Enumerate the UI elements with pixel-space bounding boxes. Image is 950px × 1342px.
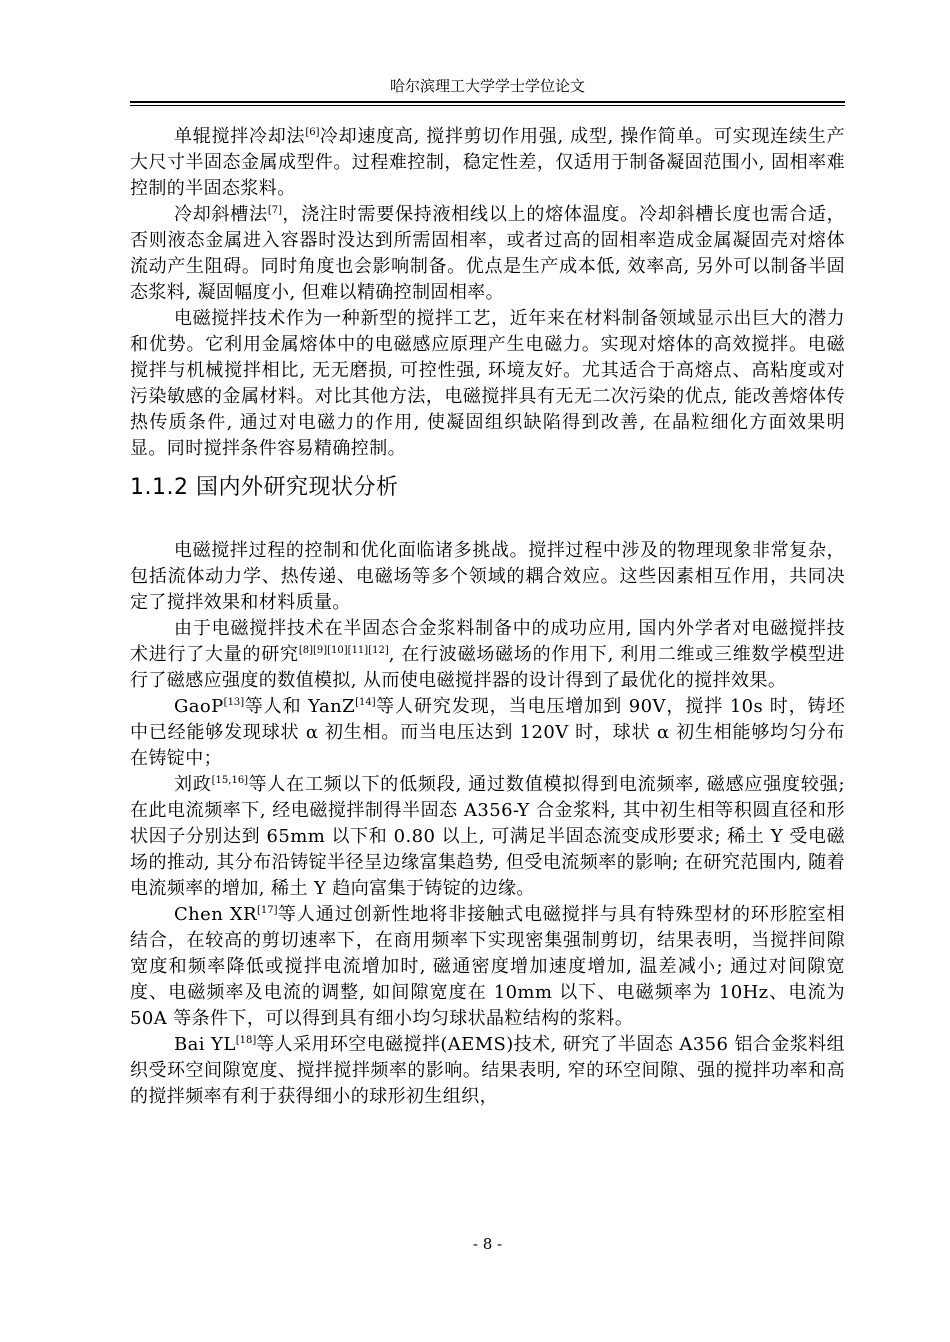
paragraph-text: Bai YL (174, 1034, 236, 1055)
paragraph-electromagnetic (130, 306, 845, 462)
citation: [15,16] (211, 775, 249, 786)
paragraph-text: ，浇注时需要保持液相线以上的熔体温度。冷却斜槽长度也需合适，否则液态金属进入容器时没达到所需固相率，或者过高的固相率造成金属凝固壳对熔体流动产生阻碍。同时角度也会影响制备。优点是生产成本低, 效率高, 另外可以制备半固态浆料, 凝固幅度小, 但难以精确控制固相率。 (130, 204, 846, 303)
paragraph-challenges (130, 538, 845, 616)
citation: [14] (355, 697, 376, 708)
paragraph-single-roll (130, 124, 845, 202)
citation: [18] (235, 1035, 257, 1046)
paragraph-text: 等人在工频以下的低频段, 通过数值模拟得到电流频率, 磁感应强度较强; 在此电流频率下, 经电磁搅拌制得半固态 A356-Y 合金浆料, 其中初生相等积圆直径和形状因子分别达到 65mm 以下和 0.80 以上, 可满足半固态流变成形要求; 稀土 Y 受电磁场的推动, 其分布沿铸锭半径呈边缘富集趋势, 但受电流频率的影响; 在研究范围内, 随着电流频率的增加, 稀土 Y 趋向富集于铸锭的边缘。 (130, 774, 845, 899)
paragraph-text: 由于电磁搅拌技术在半固态合金浆料制备中的成功应用, 国内外学者对电磁搅拌技术进行了大量的研究 (130, 618, 845, 665)
citation: [13] (223, 697, 245, 708)
paragraph-chen-xr (130, 902, 845, 1032)
page-number: - 8 - (472, 1235, 503, 1253)
citation: [17] (257, 905, 278, 916)
paragraph-text: , 在行波磁场磁场的作用下, 利用二维或三维数学模型进行了磁感应强度的数值模拟, 从而使电磁搅拌器的设计得到了最优化的搅拌效果。 (130, 644, 845, 691)
paragraph-text: 电磁搅拌过程的控制和优化面临诸多挑战。搅拌过程中涉及的物理现象非常复杂，包括流体动力学、热传递、电磁场等多个领域的耦合效应。这些因素相互作用，共同决定了搅拌效果和材料质量。 (130, 540, 845, 613)
page-body (130, 124, 845, 1110)
citation: [8][9][10][11][12] (298, 645, 389, 656)
section-heading: 1.1.2 国内外研究现状分析 (130, 475, 399, 500)
paragraph-cooling-slope (130, 202, 845, 306)
running-header: 哈尔滨理工大学学士学位论文 (389, 77, 585, 95)
paragraph-text: 电磁搅拌技术作为一种新型的搅拌工艺，近年来在材料制备领域显示出巨大的潜力和优势。它利用金属熔体中的电磁感应原理产生电磁力。实现对熔体的高效搅拌。电磁搅拌与机械搅拌相比, 无无磨损, 可控性强, 环境友好。尤其适合于高熔点、高粘度或对污染敏感的金属材料。对比其他方法，电磁搅拌具有无无二次污染的优点, 能改善熔体传热传质条件, 通过对电磁力的作用, 使凝固组织缺陷得到改善, 在晶粒细化方面效果明显。同时搅拌条件容易精确控制。 (130, 308, 845, 459)
paragraph-bai-yl (130, 1032, 845, 1110)
paragraph-text: 冷却斜槽法 (174, 204, 268, 225)
citation: [7] (267, 205, 283, 216)
paragraph-text: Chen XR (174, 904, 258, 925)
paragraph-text: 冷却速度高, 搅拌剪切作用强, 成型, 操作简单。可实现连续生产大尺寸半固态金属成型件。过程难控制，稳定性差，仅适用于制备凝固范围小, 固相率难控制的半固态浆料。 (130, 126, 845, 199)
header-rule-thin (130, 105, 845, 106)
paragraph-text: 等人研究发现，当电压增加到 90V，搅拌 10s 时，铸坯中已经能够发现球状 α 初生相。而当电压达到 120V 时，球状 α 初生相能够均匀分布在铸锭中； (130, 696, 845, 769)
paragraph-text: 单辊搅拌冷却法 (174, 126, 306, 147)
paragraph-text: 等人通过创新性地将非接触式电磁搅拌与具有特殊型材的环形腔室相结合，在较高的剪切速率下，在商用频率下实现密集强制剪切，结果表明，当搅拌间隙宽度和频率降低或搅拌电流增加时, 磁通密度增加速度增加, 温差减小; 通过对间隙宽度、电磁频率及电流的调整, 如间隙宽度在 10mm 以下、电磁频率为 10Hz、电流为 50A 等条件下，可以得到具有细小均匀球状晶粒结构的浆料。 (130, 904, 845, 1029)
citation: [6] (305, 127, 320, 138)
paragraph-text: GaoP (174, 696, 224, 717)
header-rule (130, 101, 845, 103)
paragraph-text: 刘政 (174, 774, 212, 795)
paragraph-gao-yan (130, 694, 845, 772)
paragraph-text: 等人采用环空电磁搅拌(AEMS)技术, 研究了半固态 A356 铝合金浆料组织受环空间隙宽度、搅拌搅拌频率的影响。结果表明, 窄的环空间隙、强的搅拌功率和高的搅拌频率有利于获得细小的球形初生组织， (130, 1034, 845, 1107)
paragraph-liu-zheng (130, 772, 845, 902)
paragraph-domestic-research (130, 616, 845, 694)
paragraph-text: 等人和 YanZ (244, 696, 356, 717)
